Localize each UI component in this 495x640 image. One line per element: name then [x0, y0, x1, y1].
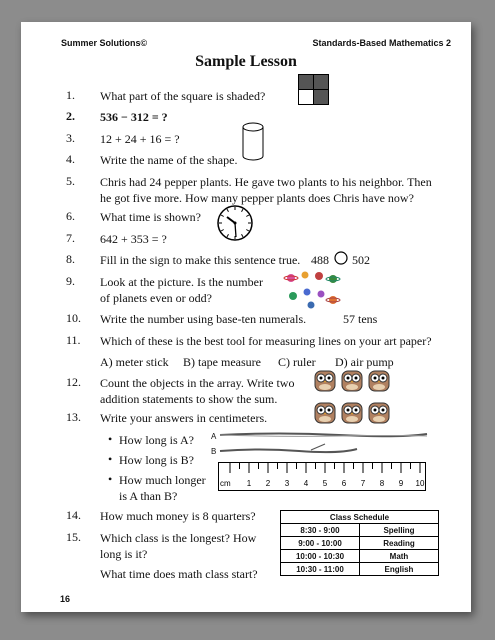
table-row	[281, 537, 439, 550]
stick-a-label: A	[211, 432, 217, 441]
ruler-tick-label: 2	[265, 479, 271, 488]
clock-figure	[216, 204, 254, 242]
ruler-tick-label: 7	[360, 479, 366, 488]
stick-a-figure	[219, 430, 429, 440]
ruler-tick-label: 6	[341, 479, 347, 488]
ruler-tick-label: 4	[303, 479, 309, 488]
question-text: Write the name of the shape.	[100, 153, 238, 167]
ruler-tick-label: 8	[379, 479, 385, 488]
question-text-line1: Count the objects in the array. Write two	[100, 376, 295, 390]
ruler-tick-label: 9	[398, 479, 404, 488]
question-number: 14.	[66, 508, 81, 522]
bullet-text: How long is B?	[119, 453, 194, 467]
schedule-time: 8:30 - 9:00	[281, 524, 360, 537]
question-text: Fill in the sign to make this sentence true.	[100, 253, 301, 267]
option-c[interactable]: C) ruler	[278, 355, 316, 369]
question-text: Write the number using base-ten numerals.	[100, 312, 307, 326]
question-number: 12.	[66, 375, 81, 389]
schedule-class: English	[360, 563, 439, 576]
bullet: •	[108, 452, 113, 466]
question-text-line2: addition statements to show the sum.	[100, 392, 278, 406]
ruler-unit-label: cm	[220, 479, 231, 488]
question-number: 11.	[66, 333, 81, 347]
schedule-time: 10:00 - 10:30	[281, 550, 360, 563]
question-text: How much money is 8 quarters?	[100, 509, 256, 523]
question-text: 642 + 353 = ?	[100, 232, 167, 246]
owl-array-figure	[314, 369, 392, 427]
table-row	[281, 524, 439, 537]
schedule-time: 9:00 - 10:00	[281, 537, 360, 550]
question-number: 13.	[66, 410, 81, 424]
schedule-time: 10:30 - 11:00	[281, 563, 360, 576]
question-text-line1: Which class is the longest? How	[100, 531, 257, 545]
question-number: 2.	[66, 109, 75, 123]
class-schedule-table	[280, 510, 439, 576]
ruler-tick-label: 1	[246, 479, 252, 488]
bullet: •	[108, 432, 113, 446]
compare-right-number: 502	[352, 253, 370, 267]
header-left: Summer Solutions©	[61, 38, 148, 48]
option-d[interactable]: D) air pump	[335, 355, 394, 369]
compare-left-number: 488	[311, 253, 329, 267]
tens-value: 57 tens	[343, 312, 378, 326]
question-text-line3: What time does math class start?	[100, 567, 258, 581]
schedule-class: Reading	[360, 537, 439, 550]
table-row	[281, 563, 439, 576]
question-number: 3.	[66, 131, 75, 145]
question-number: 9.	[66, 274, 75, 288]
bullet-text: is A than B?	[119, 489, 178, 503]
planets-figure	[283, 270, 345, 310]
question-number: 6.	[66, 209, 75, 223]
question-text: 536 − 312 = ?	[100, 110, 168, 124]
centimeter-ruler	[218, 462, 426, 492]
question-number: 4.	[66, 152, 75, 166]
schedule-title: Class Schedule	[281, 511, 439, 524]
option-b[interactable]: B) tape measure	[183, 355, 261, 369]
question-text: Write your answers in centimeters.	[100, 411, 268, 425]
bullet-text: How long is A?	[119, 433, 194, 447]
question-number: 7.	[66, 231, 75, 245]
stick-b-label: B	[211, 447, 217, 456]
page-title: Sample Lesson	[195, 53, 297, 70]
question-text: 12 + 24 + 16 = ?	[100, 132, 180, 146]
ruler-tick-label: 5	[322, 479, 328, 488]
schedule-class: Spelling	[360, 524, 439, 537]
question-text-line2: of planets even or odd?	[100, 291, 212, 305]
question-text-line2: long is it?	[100, 547, 148, 561]
shaded-square-figure	[298, 74, 330, 106]
question-text-line2: he got five more. How many pepper plants does Chris have now?	[100, 191, 414, 205]
question-text: What time is shown?	[100, 210, 201, 224]
bullet: •	[108, 472, 113, 486]
question-number: 15.	[66, 530, 81, 544]
question-number: 1.	[66, 88, 75, 102]
question-text: Which of these is the best tool for measuring lines on your art paper?	[100, 334, 432, 348]
question-text-line1: Chris had 24 pepper plants. He gave two plants to his neighbor. Then	[100, 175, 432, 189]
ruler-tick-label: 3	[284, 479, 290, 488]
header-right: Standards-Based Mathematics 2	[312, 38, 451, 48]
blank-sign-circle[interactable]	[334, 251, 348, 265]
worksheet-page	[21, 22, 471, 612]
table-row	[281, 550, 439, 563]
cylinder-figure	[241, 122, 265, 162]
bullet-text: How much longer	[119, 473, 206, 487]
question-number: 10.	[66, 311, 81, 325]
schedule-class: Math	[360, 550, 439, 563]
option-a[interactable]: A) meter stick	[100, 355, 169, 369]
question-text-line1: Look at the picture. Is the number	[100, 275, 263, 289]
page-number: 16	[60, 594, 71, 604]
ruler-tick-label: 10	[415, 479, 425, 488]
question-text: What part of the square is shaded?	[100, 89, 266, 103]
stick-b-figure	[219, 444, 359, 458]
question-number: 5.	[66, 174, 75, 188]
question-number: 8.	[66, 252, 75, 266]
